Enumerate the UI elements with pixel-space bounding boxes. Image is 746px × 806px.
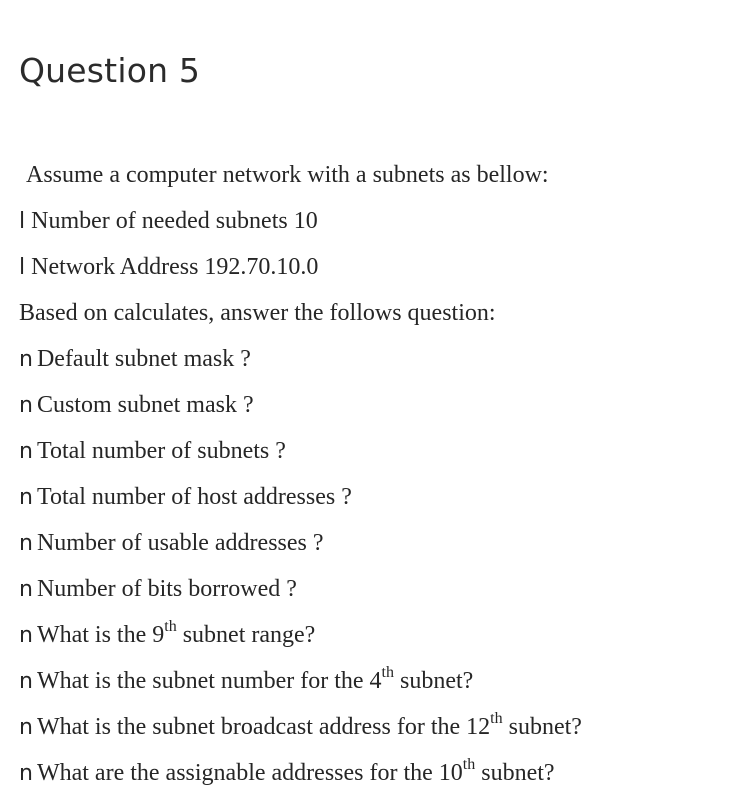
question-text-end: subnet? <box>502 714 582 740</box>
bullet-marker: n <box>19 347 33 372</box>
given-item <box>19 244 739 290</box>
question-text: What is the subnet broadcast address for the 12 <box>36 714 491 740</box>
question-text-end: subnet range? <box>176 622 316 648</box>
question-body <box>19 152 739 796</box>
question-text: Number of bits borrowed ? <box>36 576 297 602</box>
bullet-marker: l <box>19 255 26 280</box>
ordinal-suffix: th <box>381 664 394 681</box>
bullet-marker: n <box>19 485 33 510</box>
bullet-marker: n <box>19 439 33 464</box>
given-item <box>19 198 739 244</box>
given-text: Number of needed subnets 10 <box>31 208 318 234</box>
bullet-marker: n <box>19 761 33 786</box>
question-item <box>19 566 739 612</box>
question-item <box>19 750 739 796</box>
question-text: Default subnet mask ? <box>36 346 251 372</box>
bullet-marker: n <box>19 531 33 556</box>
question-text: Total number of subnets ? <box>36 438 286 464</box>
question-item <box>19 474 739 520</box>
question-text-end: subnet? <box>475 760 555 786</box>
question-text: What are the assignable addresses for the 10 <box>36 760 463 786</box>
question-item <box>19 336 739 382</box>
ordinal-suffix: th <box>462 756 476 773</box>
ordinal-suffix: th <box>164 618 177 635</box>
bullet-marker: n <box>19 393 33 418</box>
question-text: What is the 9 <box>36 622 165 648</box>
question-text: What is the subnet number for the 4 <box>36 668 382 694</box>
bullet-marker: n <box>19 623 33 648</box>
intro-text: Assume a computer network with a subnets as bellow: <box>26 162 549 188</box>
question-item <box>19 612 739 658</box>
ordinal-suffix: th <box>490 710 503 727</box>
instruction-text: Based on calculates, answer the follows question: <box>19 300 496 326</box>
question-text-end: subnet? <box>393 668 474 694</box>
question-item <box>19 382 739 428</box>
question-item <box>19 520 739 566</box>
question-text: Total number of host addresses ? <box>36 484 352 510</box>
question-item <box>19 428 739 474</box>
bullet-marker: n <box>19 715 33 740</box>
question-text: Number of usable addresses ? <box>36 530 324 556</box>
question-text: Custom subnet mask ? <box>36 392 254 418</box>
bullet-marker: n <box>19 669 33 694</box>
page-title: Question 5 <box>19 51 201 90</box>
question-item <box>19 658 739 704</box>
given-text: Network Address 192.70.10.0 <box>31 254 319 280</box>
bullet-marker: l <box>19 209 26 234</box>
question-item <box>19 704 739 750</box>
bullet-marker: n <box>19 577 33 602</box>
